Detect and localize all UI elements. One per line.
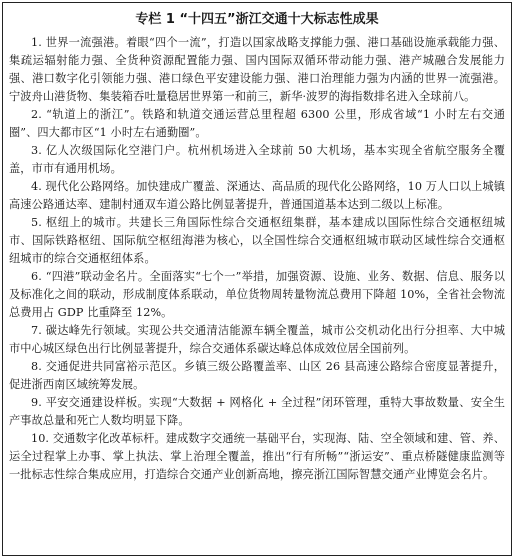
- achievement-item-5: 5. 枢纽上的城市。共建长三角国际性综合交通枢纽集群，基本建成以国际性综合交通枢纽城市、国际铁路枢纽、国际航空枢纽海港为核心，以全国性综合交通枢纽城市联动区域性综合交通枢纽城市的综合交通枢纽体系。: [9, 216, 505, 265]
- achievement-item-6: 6. “四港”联动金名片。全面落实“七个一”举措，加强资源、设施、业务、数据、信息、服务以及标准化之间的联动，形成制度体系联动，单位货物周转量物流总费用下降超 10%，全省社会物流总费用占 GDP 比重降至 12%。: [9, 270, 505, 319]
- achievement-item-9: 9. 平安交通建设样板。实现“大数据 + 网格化 + 全过程”闭环管理，重特大事故数量、安全生产事故总量和死亡人数均明显下降。: [9, 396, 505, 427]
- achievement-item-4: 4. 现代化公路网络。加快建成广覆盖、深通达、高品质的现代化公路网络，10 万人口以上城镇高速公路通达率、建制村通双车道公路比例显著提升，普通国道基本达到二级以上标准。: [9, 180, 505, 211]
- achievement-item-7: 7. 碳达峰先行领域。实现公共交通清洁能源车辆全覆盖，城市公交机动化出行分担率、大中城市中心城区绿色出行比例显著提升，综合交通体系碳达峰总体成效位居全国前列。: [9, 324, 505, 355]
- column-title: 专栏 1 “十四五”浙江交通十大标志性成果: [135, 12, 379, 27]
- achievement-item-2: 2. “轨道上的浙江”。铁路和轨道交通运营总里程超 6300 公里，形成省域“1 小时左右交通圈”、四大都市区“1 小时左右通勤圈”。: [9, 108, 505, 139]
- column-box: [2, 2, 512, 556]
- achievement-item-1: 1. 世界一流强港。着眼“四个一流”，打造以国家战略支撑能力强、港口基础设施承载能力强、集疏运辐射能力强、全货种资源配置能力强、国内国际双循环带动能力强、港产城融合发展能力强、港口数字化引领能力强、港口绿色平安建设能力强、港口治理能力强为内涵的世界一流强港。宁波舟山港货物、集装箱吞吐量稳居世界第一和前三，新华·波罗的海指数排名进入全球前八。: [9, 36, 505, 103]
- achievement-item-8: 8. 交通促进共同富裕示范区。乡镇三级公路覆盖率、山区 26 县高速公路综合密度显著提升，促进浙西南区域统筹发展。: [9, 360, 505, 391]
- achievement-item-10: 10. 交通数字化改革标杆。建成数字交通统一基础平台，实现海、陆、空全领域和建、管、养、运全过程掌上办事、掌上执法、掌上治理全覆盖，推出“行有所畅”“浙运安”、重点桥隧健康监测等一批标志性综合集成应用，打造综合交通产业创新高地，擦亮浙江国际智慧交通产业博览会名片。: [9, 432, 505, 481]
- achievement-item-3: 3. 亿人次级国际化空港门户。杭州机场进入全球前 50 大机场，基本实现全省航空服务全覆盖，市市有通用机场。: [9, 144, 505, 175]
